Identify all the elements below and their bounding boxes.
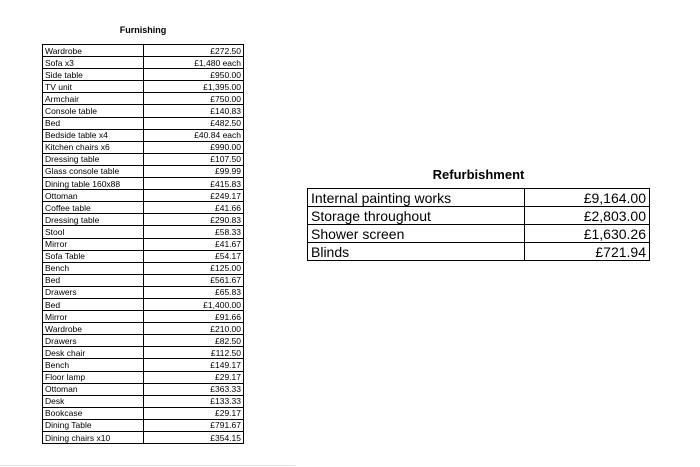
price-cell: £1,480 each xyxy=(144,57,244,69)
furnishing-row xyxy=(43,105,244,117)
furnishing-row xyxy=(43,57,244,69)
price-cell: £290.83 xyxy=(144,214,244,226)
refurbishment-table xyxy=(307,188,650,261)
item-cell: Mirror xyxy=(43,311,144,323)
item-cell: Dining table 160x88 xyxy=(43,178,144,190)
furnishing-table-body xyxy=(43,45,244,444)
furnishing-title: Furnishing xyxy=(119,25,167,35)
furnishing-row xyxy=(43,298,244,310)
refurbishment-row xyxy=(308,243,650,261)
price-cell: £272.50 xyxy=(144,45,244,57)
furnishing-table xyxy=(42,44,244,444)
furnishing-row xyxy=(43,347,244,359)
price-cell: £210.00 xyxy=(144,323,244,335)
price-cell: £40.84 each xyxy=(144,129,244,141)
item-cell: Bookcase xyxy=(43,407,144,419)
item-cell: Dressing table xyxy=(43,214,144,226)
price-cell: £363.33 xyxy=(144,383,244,395)
furnishing-row xyxy=(43,202,244,214)
furnishing-row xyxy=(43,117,244,129)
furnishing-row xyxy=(43,45,244,57)
price-cell: £41.67 xyxy=(144,238,244,250)
furnishing-row xyxy=(43,93,244,105)
item-cell: Dining Table xyxy=(43,419,144,431)
refurbishment-row xyxy=(308,189,650,207)
item-cell: Bed xyxy=(43,117,144,129)
item-cell: Drawers xyxy=(43,335,144,347)
furnishing-row xyxy=(43,238,244,250)
item-cell: Desk chair xyxy=(43,347,144,359)
price-cell: £58.33 xyxy=(144,226,244,238)
item-cell: Console table xyxy=(43,105,144,117)
item-cell: Armchair xyxy=(43,93,144,105)
item-cell: TV unit xyxy=(43,81,144,93)
furnishing-row xyxy=(43,153,244,165)
item-cell: Mirror xyxy=(43,238,144,250)
price-cell: £29.17 xyxy=(144,371,244,383)
furnishing-row xyxy=(43,141,244,153)
furnishing-row xyxy=(43,359,244,371)
price-cell: £91.66 xyxy=(144,311,244,323)
item-cell: Bed xyxy=(43,274,144,286)
price-cell: £1,395.00 xyxy=(144,81,244,93)
item-cell: Bedside table x4 xyxy=(43,129,144,141)
furnishing-row xyxy=(43,311,244,323)
furnishing-row xyxy=(43,81,244,93)
furnishing-row xyxy=(43,371,244,383)
price-cell: £990.00 xyxy=(144,141,244,153)
price-cell: £107.50 xyxy=(144,153,244,165)
furnishing-row xyxy=(43,226,244,238)
item-cell: Sofa Table xyxy=(43,250,144,262)
furnishing-row xyxy=(43,274,244,286)
item-cell: Sofa x3 xyxy=(43,57,144,69)
item-cell: Wardrobe xyxy=(43,323,144,335)
furnishing-row xyxy=(43,383,244,395)
item-cell: Kitchen chairs x6 xyxy=(43,141,144,153)
refurbishment-title: Refurbishment xyxy=(432,167,525,182)
price-cell: £1,400.00 xyxy=(144,298,244,310)
price-cell: £112.50 xyxy=(144,347,244,359)
item-cell: Glass console table xyxy=(43,165,144,177)
item-cell: Wardrobe xyxy=(43,45,144,57)
price-cell: £149.17 xyxy=(144,359,244,371)
furnishing-row xyxy=(43,190,244,202)
furnishing-row xyxy=(43,69,244,81)
price-cell: £9,164.00 xyxy=(525,189,650,207)
furnishing-row xyxy=(43,165,244,177)
price-cell: £82.50 xyxy=(144,335,244,347)
price-cell: £750.00 xyxy=(144,93,244,105)
furnishing-row xyxy=(43,214,244,226)
furnishing-row xyxy=(43,432,244,444)
furnishing-row xyxy=(43,407,244,419)
price-cell: £561.67 xyxy=(144,274,244,286)
item-cell: Bench xyxy=(43,359,144,371)
refurbishment-row xyxy=(308,207,650,225)
item-cell: Internal painting works xyxy=(308,189,525,207)
item-cell: Ottoman xyxy=(43,383,144,395)
furnishing-row xyxy=(43,129,244,141)
price-cell: £482.50 xyxy=(144,117,244,129)
refurbishment-row xyxy=(308,225,650,243)
item-cell: Stool xyxy=(43,226,144,238)
price-cell: £41.66 xyxy=(144,202,244,214)
item-cell: Storage throughout xyxy=(308,207,525,225)
price-cell: £2,803.00 xyxy=(525,207,650,225)
furnishing-row xyxy=(43,178,244,190)
item-cell: Bed xyxy=(43,298,144,310)
item-cell: Shower screen xyxy=(308,225,525,243)
price-cell: £249.17 xyxy=(144,190,244,202)
furnishing-row xyxy=(43,395,244,407)
furnishing-row xyxy=(43,323,244,335)
item-cell: Floor lamp xyxy=(43,371,144,383)
item-cell: Dressing table xyxy=(43,153,144,165)
price-cell: £415.83 xyxy=(144,178,244,190)
furnishing-row xyxy=(43,419,244,431)
price-cell: £140.83 xyxy=(144,105,244,117)
item-cell: Drawers xyxy=(43,286,144,298)
item-cell: Blinds xyxy=(308,243,525,261)
furnishing-row xyxy=(43,250,244,262)
furnishing-row xyxy=(43,262,244,274)
price-cell: £125.00 xyxy=(144,262,244,274)
price-cell: £950.00 xyxy=(144,69,244,81)
item-cell: Coffee table xyxy=(43,202,144,214)
item-cell: Dining chairs x10 xyxy=(43,432,144,444)
price-cell: £354.15 xyxy=(144,432,244,444)
item-cell: Bench xyxy=(43,262,144,274)
price-cell: £791.67 xyxy=(144,419,244,431)
item-cell: Side table xyxy=(43,69,144,81)
price-cell: £721.94 xyxy=(525,243,650,261)
page-divider xyxy=(0,465,295,466)
price-cell: £29.17 xyxy=(144,407,244,419)
item-cell: Desk xyxy=(43,395,144,407)
refurbishment-table-body xyxy=(308,189,650,261)
furnishing-row xyxy=(43,335,244,347)
item-cell: Ottoman xyxy=(43,190,144,202)
price-cell: £99.99 xyxy=(144,165,244,177)
price-cell: £1,630.26 xyxy=(525,225,650,243)
price-cell: £54.17 xyxy=(144,250,244,262)
price-cell: £65.83 xyxy=(144,286,244,298)
price-cell: £133.33 xyxy=(144,395,244,407)
furnishing-row xyxy=(43,286,244,298)
